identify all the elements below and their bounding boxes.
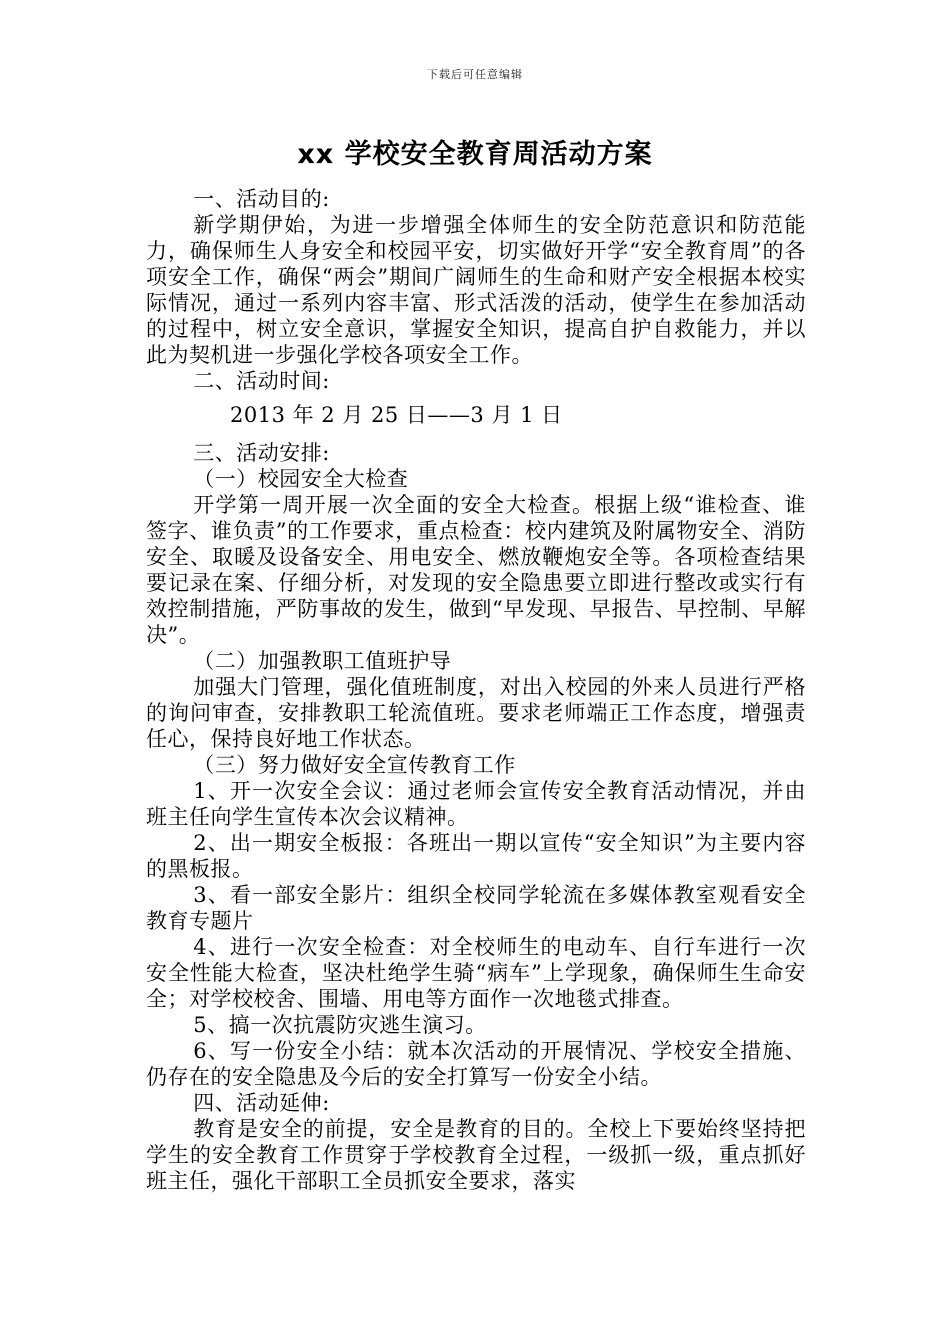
document-body [146, 186, 806, 1194]
subsection-3-heading: （三）努力做好安全宣传教育工作 [193, 753, 516, 777]
header-note: 下载后可任意编辑 [427, 68, 523, 81]
section-4-paragraph: 教育是安全的前提，安全是教育的目的。全校上下要始终坚持把学生的安全教育工作贯穿于学校教育全过程，一级抓一级，重点抓好班主任，强化干部职工全员抓安全要求，落实 [146, 1117, 806, 1193]
list-item-4: 4、进行一次安全检查：对全校师生的电动车、自行车进行一次安全性能大检查，坚决杜绝学生骑“病车”上学现象，确保师生生命安全；对学校校舍、围墙、用电等方面作一次地毯式排查。 [146, 935, 806, 1011]
section-2-heading: 二、活动时间: [193, 369, 330, 393]
list-item-2: 2、出一期安全板报：各班出一期以宣传“安全知识”为主要内容的黑板报。 [146, 831, 806, 881]
section-3-heading: 三、活动安排: [193, 441, 330, 465]
list-item-6: 6、写一份安全小结：就本次活动的开展情况、学校安全措施、仍存在的安全隐患及今后的安全打算写一份安全小结。 [146, 1039, 806, 1089]
list-item-3: 3、看一部安全影片：组织全校同学轮流在多媒体教室观看安全教育专题片 [146, 883, 806, 933]
subsection-2-paragraph: 加强大门管理，强化值班制度，对出入校园的外来人员进行严格的询问审查，安排教职工轮流值班。要求老师端正工作态度，增强责任心，保持良好地工作状态。 [146, 675, 806, 751]
document-title: xx 学校安全教育周活动方案 [297, 139, 653, 170]
section-1-paragraph: 新学期伊始，为进一步增强全体师生的安全防范意识和防范能力，确保师生人身安全和校园平安，切实做好开学“安全教育周”的各项安全工作，确保“两会”期间广阔师生的生命和财产安全根据本校实际情况，通过一系列内容丰富、形式活泼的活动，使学生在参加活动的过程中，树立安全意识，掌握安全知识，提高自护自救能力，并以此为契机进一步强化学校各项安全工作。 [146, 213, 806, 367]
section-1-heading: 一、活动目的: [193, 187, 330, 211]
list-item-5: 5、搞一次抗震防灾逃生演习。 [193, 1013, 487, 1037]
activity-date: 2013 年 2 月 25 日——3 月 1 日 [230, 403, 563, 427]
subsection-2-heading: （二）加强教职工值班护导 [193, 649, 452, 673]
section-4-heading: 四、活动延伸: [193, 1091, 330, 1115]
subsection-1-heading: （一）校园安全大检查 [193, 467, 409, 491]
list-item-1: 1、开一次安全会议：通过老师会宣传安全教育活动情况，并由班主任向学生宣传本次会议精神。 [146, 779, 806, 829]
subsection-1-paragraph: 开学第一周开展一次全面的安全大检查。根据上级“谁检查、谁签字、谁负责”的工作要求，重点检查：校内建筑及附属物安全、消防安全、取暖及设备安全、用电安全、燃放鞭炮安全等。各项检查结果要记录在案、仔细分析，对发现的安全隐患要立即进行整改或实行有效控制措施，严防事故的发生，做到“早发现、早报告、早控制、早解决”。 [146, 493, 806, 647]
